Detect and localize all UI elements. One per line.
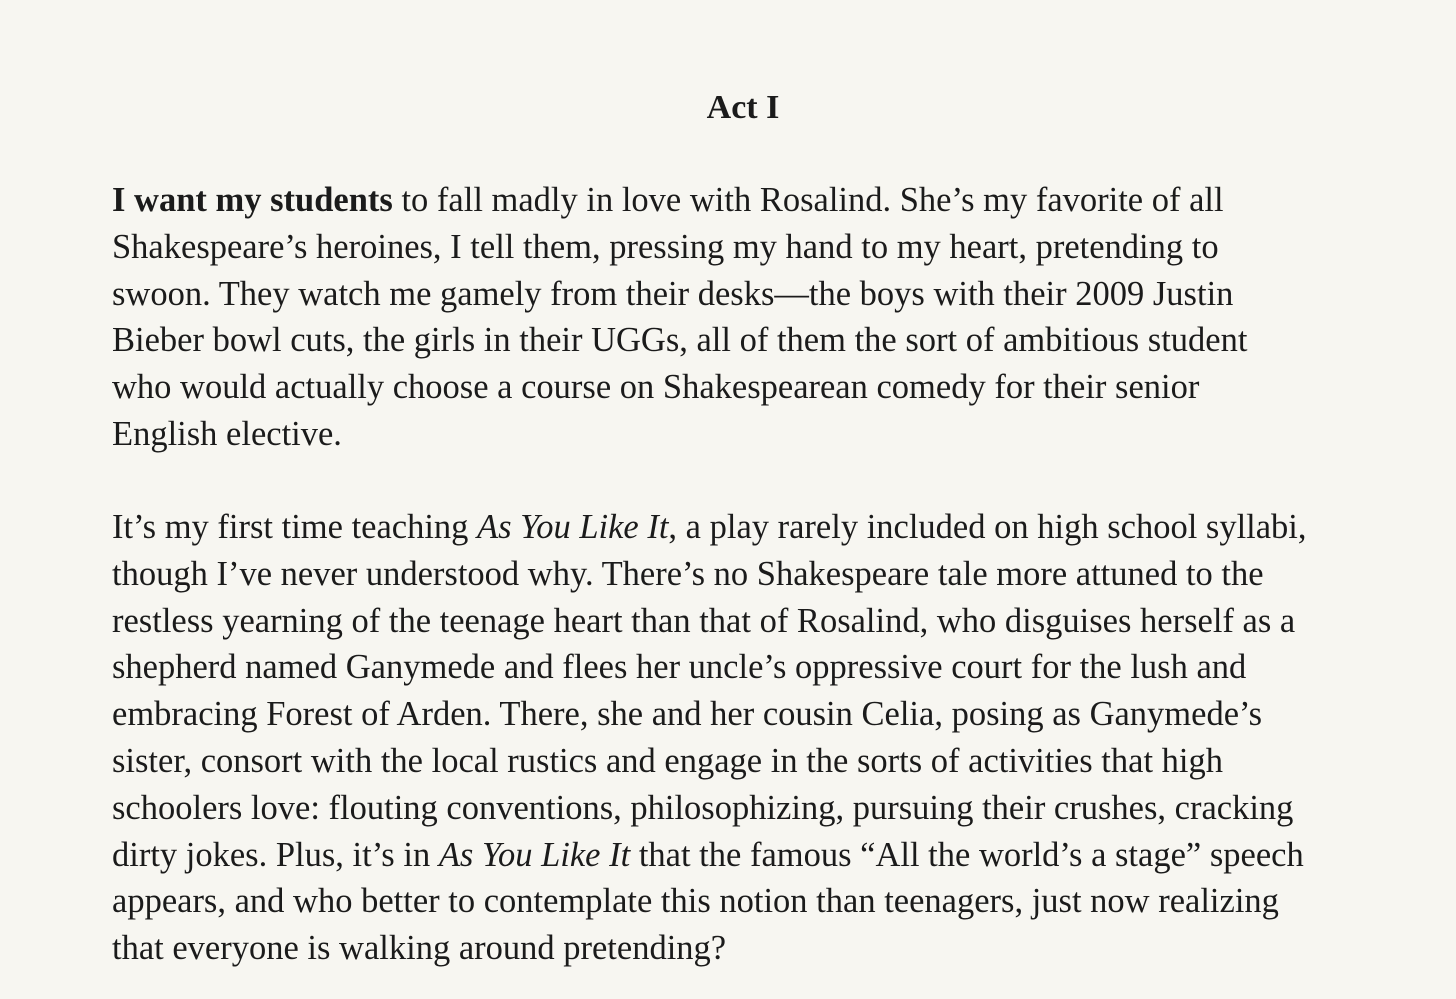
line-text: that the famous “All the world’s a stage” speech — [630, 835, 1304, 874]
paragraph-line: restless yearning of the teenage heart than that of Rosalind, who disguises herself as a — [112, 601, 1296, 640]
line-text: to fall madly in love with Rosalind. She’s my favorite of all — [392, 181, 1224, 219]
play-title: As You Like It — [477, 508, 669, 546]
paragraph-line: English elective. — [112, 414, 342, 453]
paragraph-line: who would actually choose a course on Shakespearean comedy for their senior — [112, 368, 1200, 407]
paragraph-2 — [112, 504, 1402, 972]
paragraph-line: embracing Forest of Arden. There, she and her cousin Celia, posing as Ganymede’s — [112, 695, 1263, 734]
section-heading: Act I — [706, 89, 780, 126]
line-text: dirty jokes. Plus, it’s in — [112, 835, 439, 874]
paragraph-line: though I’ve never understood why. There’s no Shakespeare tale more attuned to the — [112, 554, 1264, 593]
paragraph-line: appears, and who better to contemplate this notion than teenagers, just now realizing — [112, 882, 1279, 921]
paragraph-line: Bieber bowl cuts, the girls in their UGGs, all of them the sort of ambitious student — [112, 321, 1248, 360]
play-title: As You Like It — [438, 835, 631, 874]
paragraph-line — [112, 177, 1402, 224]
line-text: It’s my first time teaching — [112, 508, 478, 546]
paragraph-line: schoolers love: flouting conventions, philosophizing, pursuing their crushes, cracking — [112, 788, 1294, 827]
lead-in-bold: I want my students — [112, 181, 393, 219]
line-text: , a play rarely included on high school syllabi, — [668, 508, 1307, 546]
paragraph-1 — [112, 177, 1402, 458]
paragraph-line: sister, consort with the local rustics and engage in the sorts of activities that high — [112, 741, 1223, 780]
paragraph-line — [112, 504, 1402, 551]
paragraph-line: shepherd named Ganymede and flees her uncle’s oppressive court for the lush and — [112, 648, 1247, 687]
paragraph-line: Shakespeare’s heroines, I tell them, pressing my hand to my heart, pretending to — [112, 227, 1219, 266]
paragraph-line — [112, 832, 1402, 879]
paragraph-line: swoon. They watch me gamely from their desks—the boys with their 2009 Justin — [112, 274, 1234, 313]
paragraph-line: that everyone is walking around pretending? — [112, 929, 727, 968]
